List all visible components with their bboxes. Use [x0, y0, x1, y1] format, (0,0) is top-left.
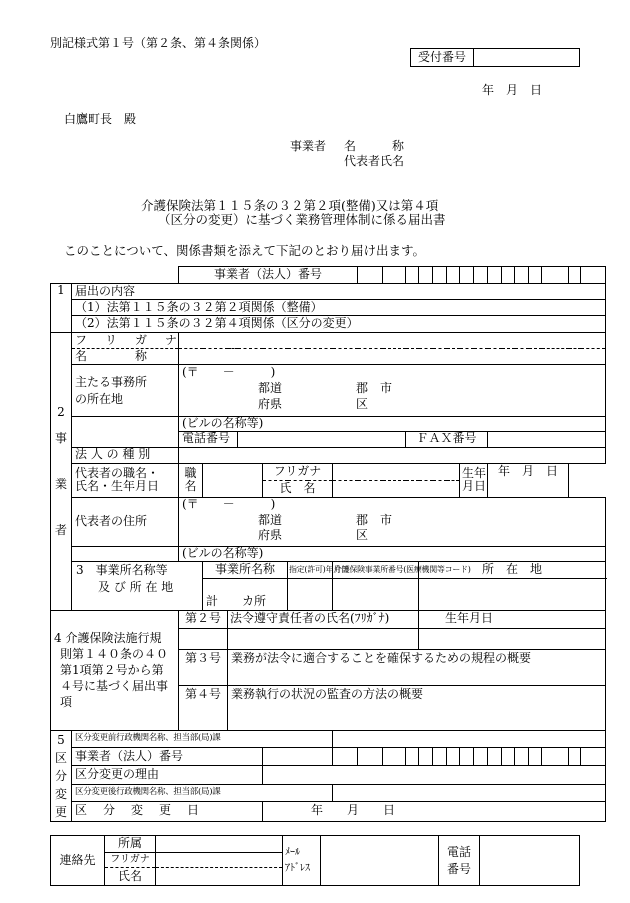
location-header: 所 在 地 [419, 561, 606, 578]
section-1-label: 届出の内容 [72, 284, 606, 300]
applicant-label: 事業者 [290, 139, 327, 153]
receipt-number-label: 受付番号 [411, 49, 474, 66]
section-4-line: ４号に基づく届出事 [60, 679, 169, 694]
fax-field[interactable] [488, 431, 606, 447]
rep-address-label: 代表者の住所 [72, 497, 179, 546]
item-no2-label: 第２号 [179, 610, 228, 628]
corp-number-digit[interactable] [460, 747, 474, 765]
insurance-number-field[interactable] [333, 578, 419, 610]
section-4-label [51, 610, 179, 730]
city-label-2: 区 [356, 397, 369, 411]
date-line: 年 月 日 [482, 83, 543, 97]
officer-birth-label: 生年月日 [419, 610, 606, 628]
corp-number-digit[interactable] [333, 747, 358, 765]
corp-type-field[interactable] [179, 447, 606, 463]
item-no2-blank [179, 628, 228, 649]
receipt-number-field[interactable] [474, 49, 579, 66]
rep-building-name[interactable]: (ビルの名称等) [179, 546, 606, 561]
phone-field[interactable] [238, 431, 406, 447]
post-agency-label: 区分変更後行政機関名称、担当部(局)課 [72, 784, 333, 801]
email-label-2: ｱﾄﾞﾚｽ [285, 862, 310, 874]
office-count-label: 計 カ所 [206, 593, 267, 608]
rep-title-label [72, 463, 179, 497]
corp-number-digit[interactable] [447, 747, 460, 765]
corp-number-digit[interactable] [502, 267, 515, 284]
contact-name-field[interactable] [156, 868, 283, 886]
audit-method-summary[interactable]: 業務執行の状況の監査の方法の概要 [228, 685, 606, 730]
corp-number-digit[interactable] [502, 747, 515, 765]
pre-agency-label: 区分変更前行政機関名称、担当部(局)課 [72, 730, 333, 747]
corp-number-digit[interactable] [542, 747, 569, 765]
corp-number-digit[interactable] [474, 267, 488, 284]
rep-city-label-1: 郡 市 [356, 512, 393, 527]
main-office-blank [72, 431, 179, 447]
corp-number-digit[interactable] [569, 267, 581, 284]
main-office-address[interactable] [179, 365, 606, 417]
notification-option-1[interactable]: （1）法第１１５条の３２第２項関係（整備） [72, 300, 606, 316]
corp-type-label: 法 人 の 種 別 [72, 447, 179, 463]
spacer-cell [51, 267, 179, 284]
rep-postal-code: (〒 － ) [182, 496, 276, 511]
rep-address-field[interactable] [179, 497, 606, 546]
birth-date-blank[interactable] [488, 480, 569, 497]
insurance-number-header: 介護保険事業所番号(医療機関等コード) [333, 561, 419, 578]
corp-number-digit[interactable] [529, 267, 542, 284]
corp-number-digit[interactable] [419, 747, 433, 765]
main-office-label-1: 主たる事務所 [75, 374, 148, 389]
item-no3-label: 第３号 [179, 649, 228, 685]
form-number: 別記様式第１号（第２条、第４条関係） [50, 36, 267, 50]
section-2-side-label [51, 333, 72, 611]
post-agency-field[interactable] [333, 784, 606, 801]
corp-number-digit[interactable] [433, 267, 447, 284]
corp-number-digit[interactable] [406, 267, 419, 284]
contact-label: 連絡先 [51, 836, 105, 886]
rep-title-label-2: 氏名・生年月日 [75, 479, 160, 494]
corp-number-digit[interactable] [581, 747, 606, 765]
item-no4-label: 第４号 [179, 685, 228, 730]
corp-number-digit[interactable] [542, 267, 569, 284]
business-name-label: 名 称 [72, 349, 179, 365]
change-date-field[interactable]: 年 月 日 [263, 801, 606, 821]
corp-number-digit[interactable] [474, 747, 488, 765]
officer-birth-field[interactable] [419, 628, 606, 649]
main-office-label-2: の所在地 [75, 391, 124, 406]
birth-label-2: 月日 [462, 479, 487, 494]
job-title-label-2: 名 [184, 479, 197, 494]
city-label-1: 郡 市 [356, 381, 393, 395]
title-line-2: （区分の変更）に基づく業務管理体制に係る届出書 [158, 212, 446, 227]
rep-title-label-1: 代表者の職名・ [75, 465, 160, 480]
prefecture-label-1: 都道 [258, 381, 283, 395]
addressee: 白鷹町長 殿 [64, 112, 137, 126]
section-5-char: 区 [54, 750, 67, 765]
corp-number-digit[interactable] [358, 747, 383, 765]
corp-number-digit[interactable] [358, 267, 383, 284]
pre-agency-field[interactable] [333, 730, 606, 747]
section-5-char: 分 [54, 768, 67, 783]
representative-name-label: 代表者氏名 [344, 154, 405, 168]
contact-phone-label-2: 番号 [446, 861, 471, 876]
corp-number-digit[interactable] [515, 747, 529, 765]
building-name[interactable]: (ビルの名称等) [179, 417, 606, 432]
rep-address-blank [72, 546, 179, 561]
section-4-line: 4 介護保険法施行規 [54, 630, 162, 645]
main-office-blank [72, 417, 179, 432]
compliance-officer-label: 法令遵守責任者の氏名(ﾌﾘｶﾞﾅ) [228, 610, 419, 628]
title-line-1: 介護保険法第１１５条の３２第２項(整備)又は第４項 [141, 198, 439, 213]
contact-furigana-field[interactable] [156, 853, 283, 868]
corp-number-digit[interactable] [569, 747, 581, 765]
section-4-line: 則第１４０条の４０ [60, 646, 169, 661]
designation-date-field[interactable] [288, 578, 333, 610]
change-date-label: 区 分 変 更 日 [72, 801, 263, 821]
corp-number-digit[interactable] [383, 267, 406, 284]
corp-number-digit[interactable] [419, 267, 433, 284]
corp-number-label: 事業者（法人）番号 [179, 267, 358, 284]
compliance-officer-field[interactable] [228, 628, 419, 649]
contact-dept-field[interactable] [156, 836, 283, 853]
email-label [283, 836, 321, 886]
corp-number-digit[interactable] [383, 747, 406, 765]
receipt-number-box [410, 48, 580, 67]
section-5-char: 5 [57, 732, 65, 747]
main-form-table [50, 266, 606, 822]
section-2-char: 事 [54, 431, 67, 446]
section-4-line: 第1項第２号から第 [60, 663, 164, 677]
contact-phone-label-1: 電話 [446, 844, 471, 859]
contact-phone-field[interactable] [480, 836, 580, 886]
corp-number-digit[interactable] [488, 267, 502, 284]
applicant-name-label: 名 称 [344, 139, 405, 153]
section-1-number: 1 [51, 284, 72, 333]
rep-name-label: 氏 名 [263, 480, 333, 497]
section-5-corp-number-label: 事業者（法人）番号 [72, 747, 263, 765]
contact-name-label: 氏名 [105, 868, 156, 886]
rep-city-label-2: 区 [356, 527, 369, 542]
contact-table [50, 835, 580, 886]
prefecture-label-2: 府県 [258, 397, 283, 411]
office-name-header: 事業所名称 [203, 561, 288, 578]
change-reason-label: 区分変更の理由 [72, 766, 263, 784]
section-2-char: 業 [54, 477, 67, 492]
job-title-label-1: 職 [184, 465, 197, 480]
business-name-field[interactable] [179, 349, 606, 365]
postal-code: (〒 － ) [182, 365, 276, 379]
corp-number-digit[interactable] [447, 267, 460, 284]
rep-prefecture-label-2: 府県 [258, 527, 283, 542]
corp-number-digit[interactable] [581, 267, 606, 284]
section-3-label-1: 3 事業所名称等 [76, 562, 168, 577]
compliance-rules-summary[interactable]: 業務が法令に適合することを確保するための規程の概要 [228, 649, 606, 685]
section-5-char: 変 [54, 786, 67, 801]
section-5-side-label [51, 730, 72, 821]
corp-number-digit[interactable] [515, 267, 529, 284]
birth-date-field[interactable]: 年 月 日 [488, 463, 569, 480]
rep-name-field[interactable] [333, 480, 460, 497]
section-5-char: 更 [54, 804, 67, 819]
office-count-cell[interactable] [203, 578, 288, 610]
contact-furigana-label: フリガナ [105, 853, 156, 868]
corp-number-digit[interactable] [433, 747, 447, 765]
email-label-1: ﾒｰﾙ [285, 846, 300, 858]
fax-label: ＦＡＸ番号 [406, 431, 488, 447]
notification-option-2[interactable]: （2）法第１１５条の３２第４項関係（区分の変更） [72, 316, 606, 333]
phone-label: 電話番号 [179, 431, 238, 447]
section-5-spacer [263, 747, 333, 765]
section-4-line: 項 [60, 695, 73, 710]
contact-phone-label [439, 836, 480, 886]
section-2-char: 者 [54, 523, 67, 538]
birth-label [460, 463, 488, 497]
intro-text: このことについて、関係書類を添えて下記のとおり届け出ます。 [64, 243, 426, 258]
corp-number-digit[interactable] [406, 747, 419, 765]
change-reason-field[interactable] [263, 766, 606, 784]
section-3-label [72, 561, 203, 610]
job-title-label [179, 463, 203, 497]
job-title-field[interactable] [203, 463, 263, 497]
rep-furigana-label: フリガナ [263, 463, 333, 480]
email-field[interactable] [321, 836, 439, 886]
furigana-field[interactable] [179, 333, 606, 349]
rep-prefecture-label-1: 都道 [258, 512, 283, 527]
furigana-label: フ リ ガ ナ [72, 333, 179, 349]
rep-furigana-field[interactable] [333, 463, 460, 480]
corp-number-digit[interactable] [529, 747, 542, 765]
section-2-number: 2 [57, 405, 65, 420]
contact-dept-label: 所属 [105, 836, 156, 853]
corp-number-digit[interactable] [460, 267, 474, 284]
designation-date-header: 指定(許可)年月日 [288, 561, 333, 578]
birth-label-1: 生年 [462, 465, 487, 480]
location-field[interactable] [419, 578, 606, 610]
main-office-label [72, 365, 179, 417]
corp-number-digit[interactable] [488, 747, 502, 765]
section-3-label-2: 及 び 所 在 地 [98, 579, 174, 594]
